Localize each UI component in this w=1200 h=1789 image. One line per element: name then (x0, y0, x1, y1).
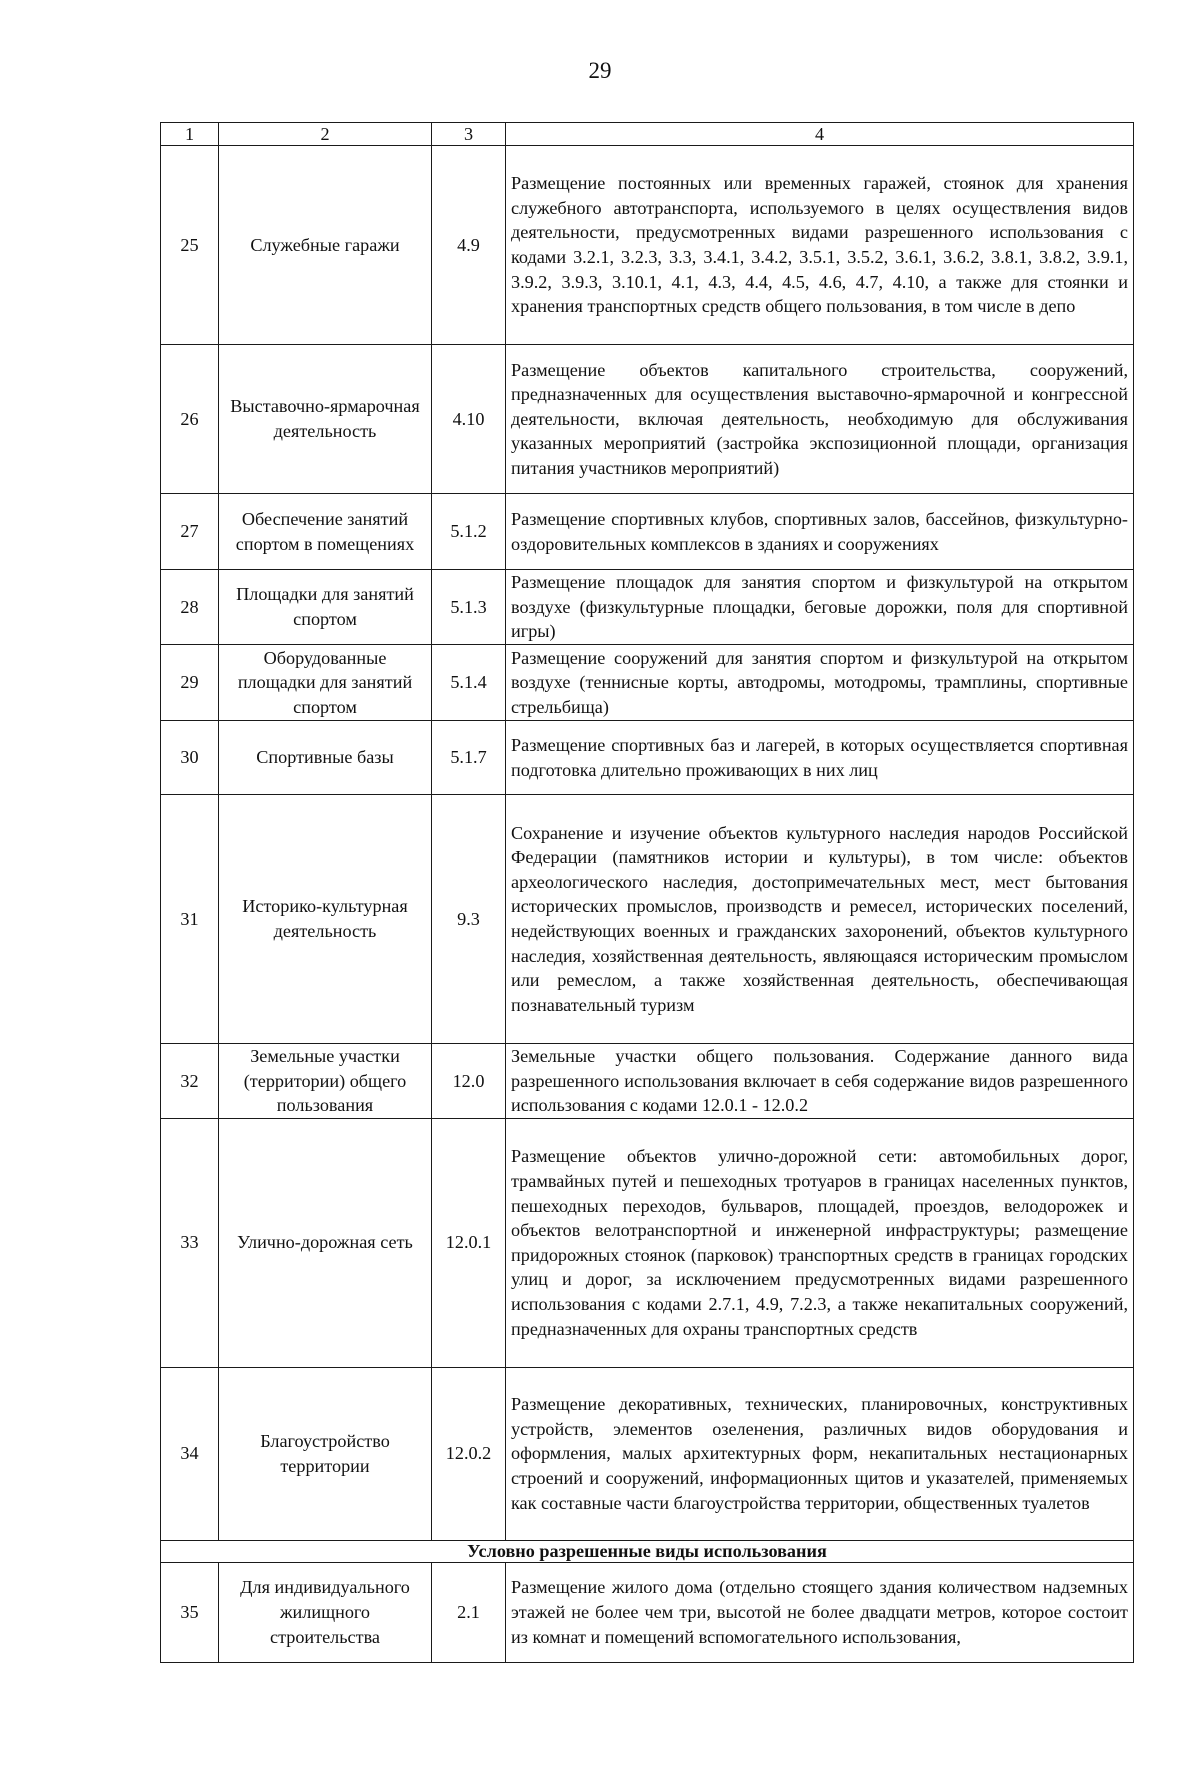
use-type-code: 12.0 (432, 1044, 506, 1119)
use-type-description: Размещение жилого дома (отдельно стоящего здания количеством надземных этажей не более чем три, высотой не более двадцати метров, которое состоит из комнат и помещений вспомогательного использования, (506, 1562, 1134, 1662)
table-row (161, 721, 1134, 795)
section-title: Условно разрешенные виды использования (161, 1540, 1134, 1562)
use-type-name: Обеспечение занятий спортом в помещениях (219, 494, 432, 570)
use-type-name: Площадки для занятий спортом (219, 570, 432, 645)
use-type-code: 12.0.2 (432, 1367, 506, 1540)
table-header-row (161, 123, 1134, 146)
header-col-1: 1 (161, 123, 219, 146)
use-type-code: 5.1.3 (432, 570, 506, 645)
use-type-name: Спортивные базы (219, 721, 432, 795)
row-number: 30 (161, 721, 219, 795)
table-row (161, 494, 1134, 570)
row-number: 28 (161, 570, 219, 645)
use-type-code: 4.10 (432, 345, 506, 494)
use-type-name: Служебные гаражи (219, 146, 432, 345)
use-type-name: Оборудованные площадки для занятий спортом (219, 645, 432, 721)
table-row (161, 146, 1134, 345)
use-type-description: Размещение объектов капитального строительства, сооружений, предназначенных для осуществления выставочно-ярмарочной и конгрессной деятельности, включая деятельность, необходимую для обслуживания указанных мероприятий (застройка экспозиционной площади, организация питания участников мероприятий) (506, 345, 1134, 494)
use-type-name: Выставочно-ярмарочная деятельность (219, 345, 432, 494)
use-type-code: 5.1.7 (432, 721, 506, 795)
use-type-code: 9.3 (432, 795, 506, 1044)
use-type-code: 4.9 (432, 146, 506, 345)
use-type-description: Размещение спортивных клубов, спортивных залов, бассейнов, физкультурно-оздоровительных комплексов в зданиях и сооружениях (506, 494, 1134, 570)
use-type-description: Размещение площадок для занятия спортом и физкультурой на открытом воздухе (физкультурные площадки, беговые дорожки, поля для спортивной игры) (506, 570, 1134, 645)
row-number: 29 (161, 645, 219, 721)
table-row (161, 345, 1134, 494)
use-type-description: Размещение объектов улично-дорожной сети: автомобильных дорог, трамвайных путей и пешеходных тротуаров в границах населенных пунктов, пешеходных переходов, бульваров, площадей, проездов, велодорожек и объектов велотранспортной и инженерной инфраструктуры; размещение придорожных стоянок (парковок) транспортных средств в границах городских улиц и дорог, за исключением предусмотренных видами разрешенного использования с кодами 2.7.1, 4.9, 7.2.3, а также некапитальных сооружений, предназначенных для охраны транспортных средств (506, 1118, 1134, 1367)
use-type-code: 12.0.1 (432, 1118, 506, 1367)
row-number: 27 (161, 494, 219, 570)
use-type-code: 5.1.4 (432, 645, 506, 721)
row-number: 34 (161, 1367, 219, 1540)
row-number: 33 (161, 1118, 219, 1367)
use-type-code: 5.1.2 (432, 494, 506, 570)
use-type-code: 2.1 (432, 1562, 506, 1662)
header-col-4: 4 (506, 123, 1134, 146)
header-col-3: 3 (432, 123, 506, 146)
use-type-description: Размещение постоянных или временных гаражей, стоянок для хранения служебного автотранспорта, используемого в целях осуществления видов деятельности, предусмотренных видами разрешенного использования с кодами 3.2.1, 3.2.3, 3.3, 3.4.1, 3.4.2, 3.5.1, 3.5.2, 3.6.1, 3.6.2, 3.8.1, 3.8.2, 3.9.1, 3.9.2, 3.9.3, 3.10.1, 4.1, 4.3, 4.4, 4.5, 4.6, 4.7, 4.10, а также для стоянки и хранения транспортных средств общего пользования, в том числе в депо (506, 146, 1134, 345)
use-type-name: Земельные участки (территории) общего пользования (219, 1044, 432, 1119)
table-row (161, 1118, 1134, 1367)
use-type-description: Сохранение и изучение объектов культурного наследия народов Российской Федерации (памятников истории и культуры), в том числе: объектов археологического наследия, достопримечательных мест, мест бытования исторических промыслов, производств и ремесел, исторических поселений, недействующих военных и гражданских захоронений, объектов культурного наследия, хозяйственная деятельность, являющаяся историческим промыслом или ремеслом, а также хозяйственная деятельность, обеспечивающая познавательный туризм (506, 795, 1134, 1044)
land-use-table (160, 122, 1134, 1663)
table-row (161, 795, 1134, 1044)
table-row (161, 645, 1134, 721)
use-type-name: Историко-культурная деятельность (219, 795, 432, 1044)
row-number: 26 (161, 345, 219, 494)
use-type-description: Размещение спортивных баз и лагерей, в которых осуществляется спортивная подготовка длительно проживающих в них лиц (506, 721, 1134, 795)
table-row (161, 1562, 1134, 1662)
use-type-description: Размещение сооружений для занятия спортом и физкультурой на открытом воздухе (теннисные корты, автодромы, мотодромы, трамплины, спортивные стрельбища) (506, 645, 1134, 721)
section-header-row (161, 1540, 1134, 1562)
row-number: 35 (161, 1562, 219, 1662)
use-type-name: Для индивидуального жилищного строительства (219, 1562, 432, 1662)
use-type-name: Благоустройство территории (219, 1367, 432, 1540)
header-col-2: 2 (219, 123, 432, 146)
table-row (161, 570, 1134, 645)
table-row (161, 1044, 1134, 1119)
row-number: 25 (161, 146, 219, 345)
row-number: 31 (161, 795, 219, 1044)
use-type-description: Размещение декоративных, технических, планировочных, конструктивных устройств, элементов озеленения, различных видов оборудования и оформления, малых архитектурных форм, некапитальных нестационарных строений и сооружений, информационных щитов и указателей, применяемых как составные части благоустройства территории, общественных туалетов (506, 1367, 1134, 1540)
use-type-name: Улично-дорожная сеть (219, 1118, 432, 1367)
use-type-description: Земельные участки общего пользования. Содержание данного вида разрешенного использования включает в себя содержание видов разрешенного использования с кодами 12.0.1 - 12.0.2 (506, 1044, 1134, 1119)
page-number: 29 (588, 58, 612, 83)
row-number: 32 (161, 1044, 219, 1119)
table-row (161, 1367, 1134, 1540)
